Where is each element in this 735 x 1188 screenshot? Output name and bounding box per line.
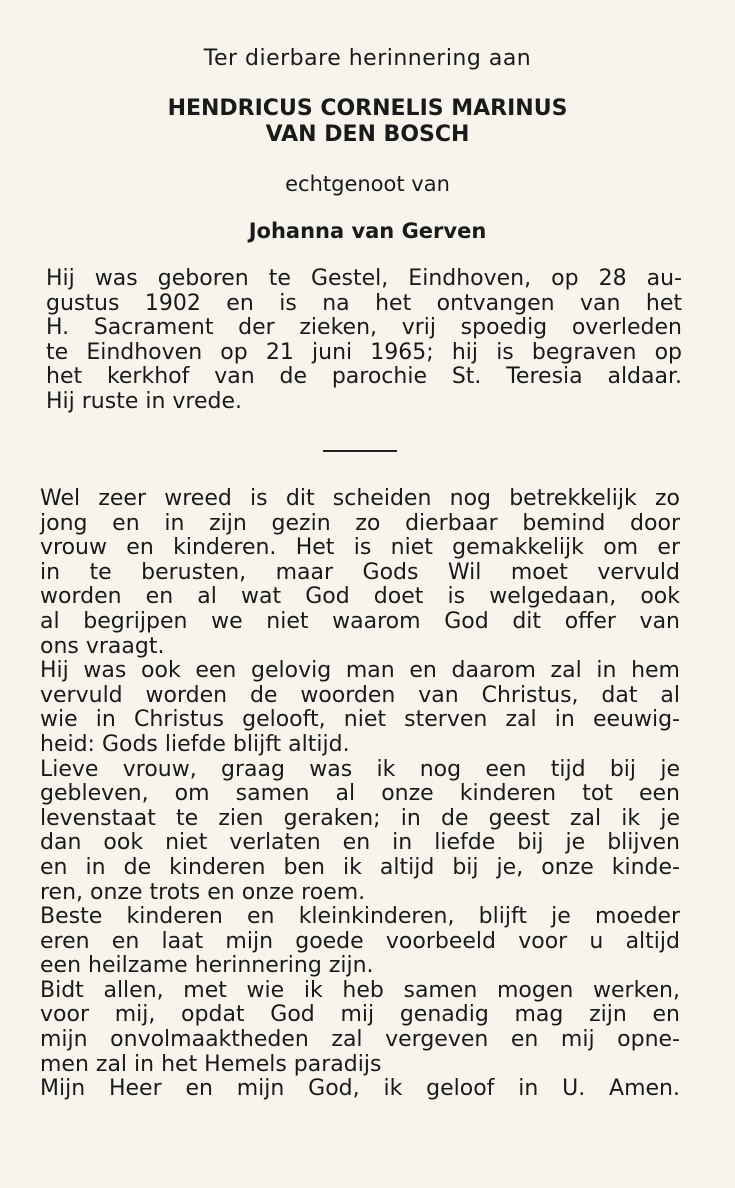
prayer-line: vrouw en kinderen. Het is niet gemakkelijk om er	[40, 535, 680, 561]
prayer-line: in te berusten, maar Gods Wil moet vervuld	[40, 559, 680, 585]
prayer-line: gebleven, om samen al onze kinderen tot een	[40, 781, 680, 807]
prayer-line: worden en al wat God doet is welgedaan, ook	[40, 584, 680, 610]
prayer-line: mijn onvolmaaktheden zal vergeven en mij opne-	[40, 1027, 680, 1053]
prayer-line: ons vraagt.	[40, 633, 165, 659]
prayer-line: Hij was ook een gelovig man en daarom zal in hem	[40, 658, 680, 684]
prayer-line: levenstaat te zien geraken; in de geest zal ik je	[40, 805, 680, 831]
prayer-text	[40, 487, 680, 1102]
deceased-name	[0, 96, 735, 148]
prayer-line: Wel zeer wreed is dit scheiden nog betrekkelijk zo	[40, 486, 680, 511]
section-divider	[323, 450, 397, 452]
bio-line: te Eindhoven op 21 juni 1965; hij is begraven op	[46, 339, 682, 365]
bio-line: Hij was geboren te Gestel, Eindhoven, op 28 au-	[46, 266, 682, 291]
biography-paragraph	[46, 267, 682, 414]
prayer-line: en in de kinderen ben ik altijd bij je, onze kinde-	[40, 854, 680, 880]
intro-text: Ter dierbare herinnering aan	[203, 46, 532, 71]
bio-line: gustus 1902 en is na het ontvangen van het	[46, 290, 682, 316]
prayer-line: heid: Gods liefde blijft altijd.	[40, 731, 350, 757]
bio-line: het kerkhof van de parochie St. Teresia aldaar.	[46, 364, 682, 389]
prayer-line: al begrijpen we niet waarom God dit offer van	[40, 608, 680, 634]
prayer-line: wie in Christus gelooft, niet sterven zal in eeuwig-	[40, 707, 680, 733]
spouse-name: Johanna van Gerven	[248, 219, 487, 243]
bio-line: Hij ruste in vrede.	[46, 388, 243, 414]
bio-line: H. Sacrament der zieken, vrij spoedig overleden	[46, 315, 682, 340]
prayer-line: ren, onze trots en onze roem.	[40, 879, 366, 905]
prayer-line: een heilzame herinnering zijn.	[40, 953, 374, 979]
prayer-line: Mijn Heer en mijn God, ik geloof in U. Amen.	[40, 1076, 680, 1102]
prayer-line: jong en in zijn gezin zo dierbaar bemind door	[40, 510, 680, 536]
prayer-line: Bidt allen, met wie ik heb samen mogen werken,	[40, 977, 680, 1003]
prayer-line: eren en laat mijn goede voorbeeld voor u altijd	[40, 928, 680, 954]
prayer-line: Beste kinderen en kleinkinderen, blijft je moeder	[40, 904, 680, 930]
prayer-line: Lieve vrouw, graag was ik nog een tijd bij je	[40, 756, 680, 782]
prayer-line: dan ook niet verlaten en in liefde bij je blijven	[40, 830, 680, 856]
prayer-line: vervuld worden de woorden van Christus, dat al	[40, 682, 680, 708]
deceased-name-line-1: HENDRICUS CORNELIS MARINUS	[167, 96, 568, 121]
prayer-line: men zal in het Hemels paradijs	[40, 1051, 382, 1077]
prayer-line: voor mij, opdat God mij genadig mag zijn en	[40, 1002, 680, 1028]
deceased-name-line-2: VAN DEN BOSCH	[265, 122, 470, 147]
spouse-label: echtgenoot van	[285, 172, 450, 196]
